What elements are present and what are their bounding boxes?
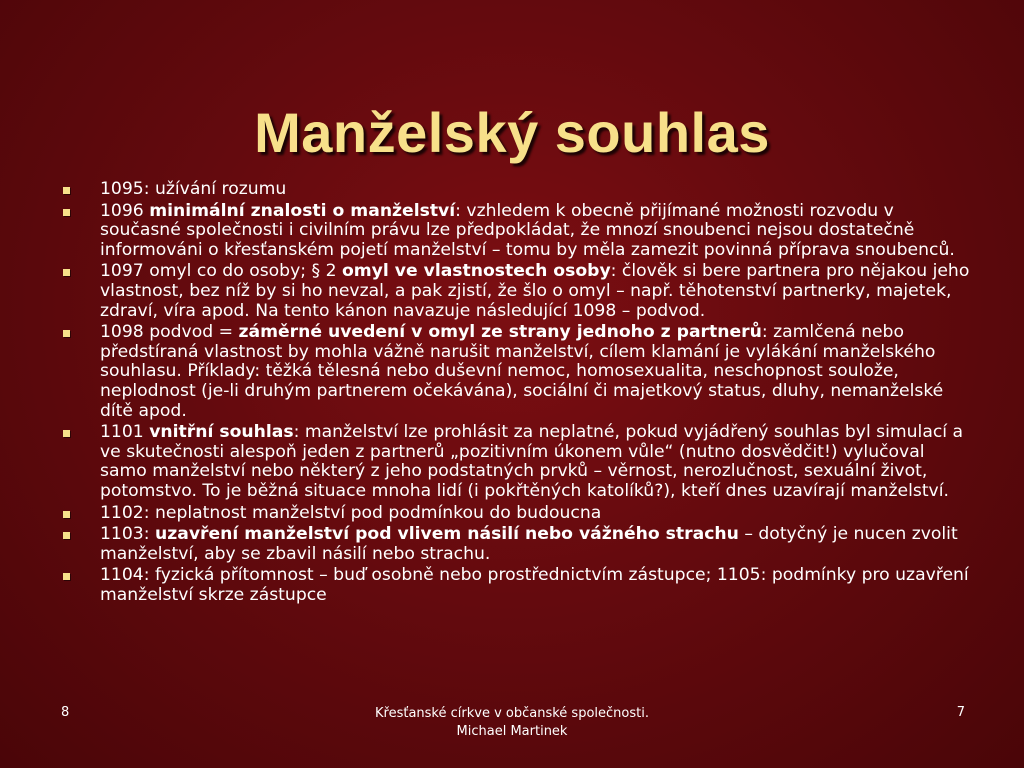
footer-author: Michael Martinek [456, 724, 568, 739]
bullet-text [100, 202, 970, 261]
square-bullet-icon [63, 430, 70, 437]
bullet-text-segment: 1102: neplatnost manželství pod podmínkou do budoucna [100, 502, 602, 523]
bullet-text-segment: 1104: fyzická přítomnost – buď osobně nebo prostřednictvím zástupce; 1105: podmínky pro uzavření manželství skrze zástupce [100, 565, 969, 605]
bullet-text [100, 262, 970, 321]
bullet-text-segment: 1101 [100, 422, 150, 443]
square-bullet-icon [63, 511, 70, 518]
square-bullet-icon [63, 269, 70, 276]
bullet-text-segment: : manželství lze prohlásit za neplatné, pokud vyjádřený souhlas byl simulací a ve skutečnosti alespoň jeden z partnerů „pozitivním úkonem vůle“ (nutno dosvědčit!) vylučoval samo manželství nebo některý z jeho podstatných prvků – věrnost, nerozlučnost, sexuální život, potomstvo. To je běžná situace mnoha lidí (i pokřtěných katolíků?), kteří dnes uzavírají manželství. [100, 422, 964, 501]
square-bullet-icon [63, 330, 70, 337]
footer-center [0, 705, 1024, 741]
bullet-text-bold-segment: uzavření manželství pod vlivem násilí nebo vážného strachu [155, 524, 739, 545]
bullet-item [58, 180, 970, 200]
bullet-text-bold-segment: omyl ve vlastnostech osoby [341, 261, 611, 282]
bullet-text-segment: 1097 omyl co do osoby; § 2 [100, 261, 342, 282]
square-bullet-icon [63, 209, 70, 216]
bullet-text-segment: 1098 podvod = [100, 322, 239, 343]
bullet-text [100, 504, 970, 524]
bullet-text-segment: 1103: [100, 524, 155, 545]
square-bullet-icon [63, 187, 70, 194]
bullet-text-segment: – dotyčný je nucen zvolit manželství, aby se zbavil násilí nebo strachu. [100, 524, 958, 564]
bullet-text [100, 423, 970, 501]
bullet-item [58, 525, 970, 564]
bullet-text [100, 525, 970, 564]
bullet-text-bold-segment: vnitřní souhlas [149, 422, 294, 443]
bullet-item [58, 504, 970, 524]
bullet-list [58, 180, 970, 607]
bullet-text [100, 323, 970, 421]
slide-number: 7 [956, 705, 965, 720]
square-bullet-icon [63, 573, 70, 580]
bullet-item [58, 262, 970, 321]
bullet-text-segment: : člověk si bere partnera pro nějakou jeho vlastnost, bez níž by si ho nevzal, a pak zjistí, že šlo o omyl – např. těhotenství partnerky, majetek, zdraví, víra apod. Na tento kánon navazuje následující 1098 – podvod. [100, 261, 970, 321]
bullet-text-segment: : vzhledem k obecně přijímané možnosti rozvodu v současné společnosti i civilním právu lze předpokládat, že mnozí snoubenci nejsou dostatečně informováni o křesťanském pojetí manželství – tomu by měla zamezit povinná příprava snoubenců. [100, 200, 955, 260]
bullet-text-segment: 1095: užívání rozumu [100, 179, 287, 199]
square-bullet-icon [63, 532, 70, 539]
bullet-item [58, 423, 970, 501]
bullet-text-segment: 1096 [100, 200, 150, 221]
bullet-text-bold-segment: minimální znalosti o manželství [149, 200, 456, 221]
bullet-item [58, 202, 970, 261]
footer-course-title: Křesťanské církve v občanské společnosti. [375, 706, 649, 721]
bullet-text [100, 180, 970, 200]
bullet-text-bold-segment: záměrné uvedení v omyl ze strany jednoho z partnerů [238, 322, 762, 343]
footer-left-number: 8 [61, 705, 70, 720]
bullet-item [58, 566, 970, 605]
bullet-item [58, 323, 970, 421]
slide-title: Manželský souhlas [254, 100, 770, 164]
bullet-text-segment: : zamlčená nebo předstíraná vlastnost by mohla vážně narušit manželství, cílem klamání je vylákání manželského souhlasu. Příklady: těžká tělesná nebo duševní nemoc, homosexualita, neschopnost soulože, neplodnost (je-li druhým partnerem očekávána), sociální či majetkový status, dluhy, nemanželské dítě apod. [100, 322, 944, 421]
bullet-text [100, 566, 970, 605]
